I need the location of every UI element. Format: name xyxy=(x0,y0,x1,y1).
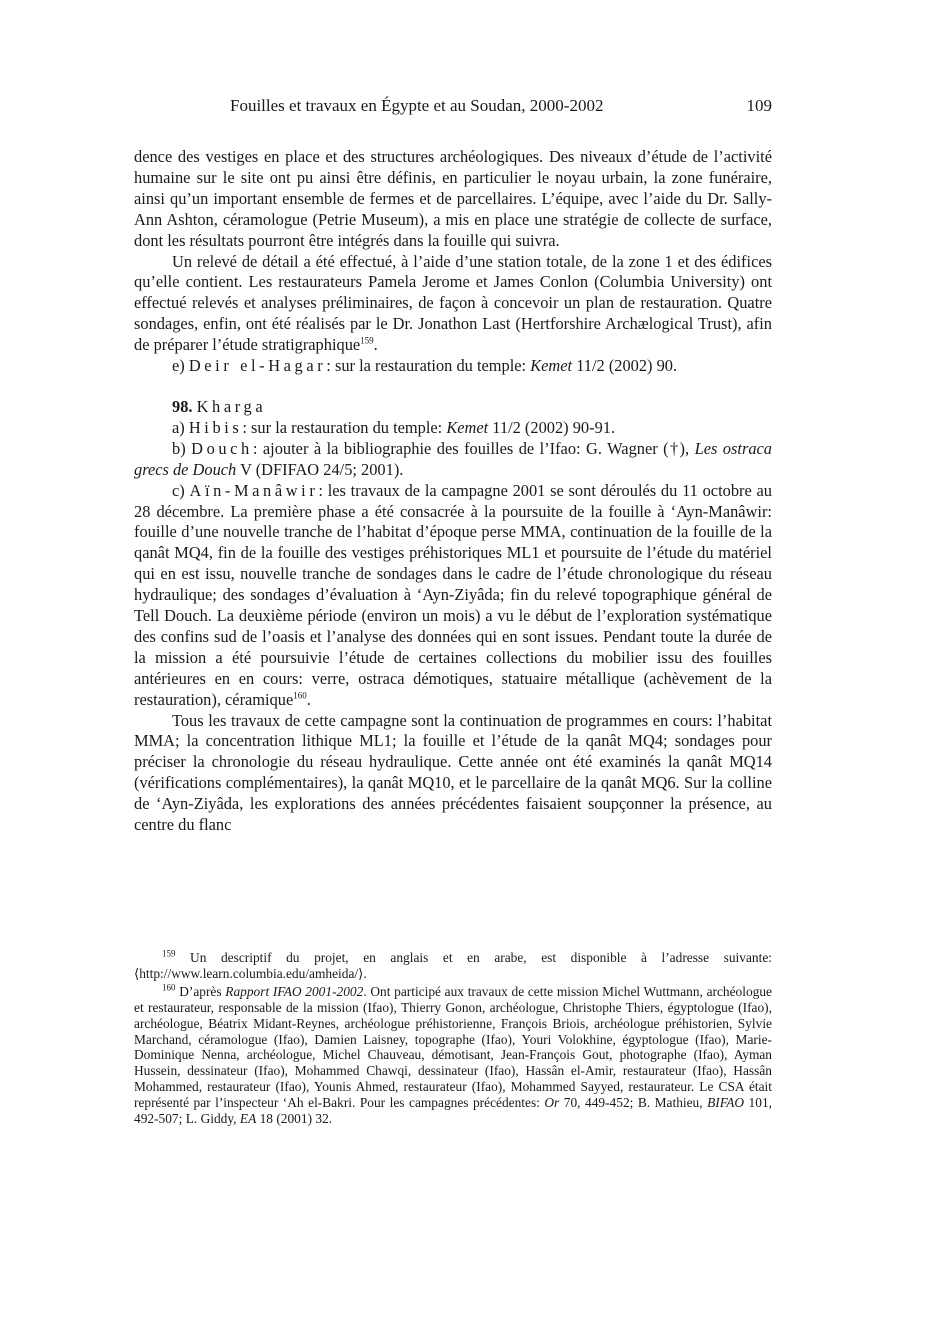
footnote-ref-160[interactable]: 160 xyxy=(293,690,307,701)
page-number: 109 xyxy=(746,96,772,115)
main-text xyxy=(134,147,772,836)
paragraph-hibis: a) Hibis: sur la restauration du temple: Kemet 11/2 (2002) 90-91. xyxy=(172,417,616,437)
running-title: Fouilles et travaux en Égypte et au Soudan, 2000-2002 xyxy=(230,96,604,115)
footnote-159: $^{159}$ Un descriptif du projet, en anglais et en arabe, est disponible à l’adresse suivante: ⟨http://www.learn.columbia.edu/amheida/⟩. xyxy=(134,948,772,981)
paragraph-douch: b) Douch: ajouter à la bibliographie des fouilles de l’Ifao: G. Wagner (†), Les ostraca grecs de Douch V (DFIFAO 24/5; 2001). xyxy=(134,438,772,479)
footnote-number: 159 xyxy=(162,948,176,959)
journal-title: Kemet xyxy=(530,356,573,376)
section-heading xyxy=(134,397,772,418)
footnote-ref-159[interactable]: 159 xyxy=(360,335,374,346)
footnotes xyxy=(134,950,772,1127)
paragraph-continued: dence des vestiges en place et des structures archéologiques. Des niveaux d’étude de l’activité humaine sur le site ont pu ainsi être définis, en particulier le noyau urbain, la zone funéraire, ainsi qu’un important ensemble de fermes et de parcellaires. L’équipe, avec l’aide du Dr. Sally-Ann Ashton, céramologue (Petrie Museum), a mis en place une stratégie de collecte de surface, dont les résultats pourront être intégrés dans la fouille qui suivra. xyxy=(134,147,772,250)
footnote-number: 160 xyxy=(162,982,176,993)
journal-title: Or xyxy=(544,1095,560,1111)
page-header xyxy=(132,96,772,120)
paragraph-deir-el-hagar: e) Deir el-Hagar: sur la restauration du temple: Kemet 11/2 (2002) 90. xyxy=(172,356,678,376)
book-title: Les ostraca grecs de Douch xyxy=(134,438,772,479)
site-name: Douch xyxy=(191,438,253,458)
paragraph-ain-manawir: c) Aïn-Manâwir: les travaux de la campagne 2001 se sont déroulés du 11 octobre au 28 décembre. La première phase a été consacrée à la poursuite de la fouille à ‘Ayn-Manâwir: fouille d’une nouvelle tranche de l’habitat d’époque perse MMA, continuation de la fouille de la qanât MQ4, fin de la fouille des vestiges préhistoriques ML1 et poursuite de l’étude du matériel qui en est issu, nouvelle tranche de sondages dans le cadre de l’étude chronologique du réseau hydraulique; des sondages d’évaluation à ‘Ayn-Ziyâda; fin du relevé topographique général de Tell Douch. La deuxième période (environ un mois) a vu le début de l’exploration systématique des confins sud de l’oasis et l’analyse des données qui en sont issues. Pendant toute la durée de la mission a été poursuivie l’étude de certaines collections du mobilier issu des fouilles antérieures en en cours: verre, ostraca démotiques, statuaire métallique (achèvement de la restauration), céramique$^{160}$. xyxy=(134,480,772,709)
site-name: Deir el-Hagar xyxy=(188,356,327,376)
section-number: 98. xyxy=(172,396,193,416)
paragraph-travaux: Tous les travaux de cette campagne sont la continuation de programmes en cours: l’habitat MMA; la concentration lithique ML1; la fouille et l’étude de la qanât MQ4; sondages pour préciser la chronologie du réseau hydraulique. Cette année ont été examinés la qanât MQ14 (vérifications complémentaires), la qanât MQ10, et le parcellaire de la qanât MQ6. Sur la colline de ‘Ayn-Ziyâda, les explorations des années précédentes faisaient soupçonner la présence, au centre du flanc xyxy=(134,710,772,835)
report-title: Rapport IFAO 2001-2002 xyxy=(225,983,364,999)
site-name: Aïn-Manâwir xyxy=(189,480,319,500)
journal-title: BIFAO xyxy=(707,1095,745,1111)
section-gap xyxy=(134,377,772,397)
journal-title: Kemet xyxy=(446,417,489,437)
journal-title: EA xyxy=(239,1111,257,1127)
section-name: Kharga xyxy=(196,396,267,416)
footnote-160: $^{160}$ D’après Rapport IFAO 2001-2002. Ont participé aux travaux de cette mission Michel Wuttmann, archéologue et restaurateur, responsable de la mission (Ifao), Thierry Gonon, archéologue, Christophe Thiers, égyptologue (Ifao), archéologue, Béatrix Midant-Reynes, archéologue préhistorienne, François Briois, archéologue préhistorien, Sylvie Marchand, céramologue (Ifao), Damien Laisney, topographe (Ifao), Youri Volokhine, égyptologue (Ifao), Marie-Dominique Nenna, archéologue, Michel Chauveau, démotisant, Jean-François Gout, photographe (Ifao), Ayman Hussein, dessinateur (Ifao), Mohammed Chawqi, dessinateur (Ifao), Hassân el-Amir, restaurateur (Ifao), Hassân Mohammed, restaurateur (Ifao), Younis Ahmed, restaurateur (Ifao), Mohammed Sayyed, restaurateur. Le CSA était représenté par l’inspecteur ‘Ah el-Bakri. Pour les campagnes précédentes: Or 70, 449-452; B. Mathieu, BIFAO 101, 492-507; L. Giddy, EA 18 (2001) 32. xyxy=(134,982,773,1127)
site-name: Hibis xyxy=(188,417,243,437)
paragraph-releve: Un relevé de détail a été effectué, à l’aide d’une station totale, de la zone 1 et des édifices qu’elle contient. Les restaurateurs Pamela Jerome et James Conlon (Columbia University) ont effectué relevés et analyses préliminaires, de façon à concevoir un plan de restauration. Quatre sondages, enfin, ont été réalisés par le Dr. Jonathon Last (Hertforshire Archælogical Trust), afin de préparer l’étude stratigraphique$^{159}$. xyxy=(134,251,772,355)
